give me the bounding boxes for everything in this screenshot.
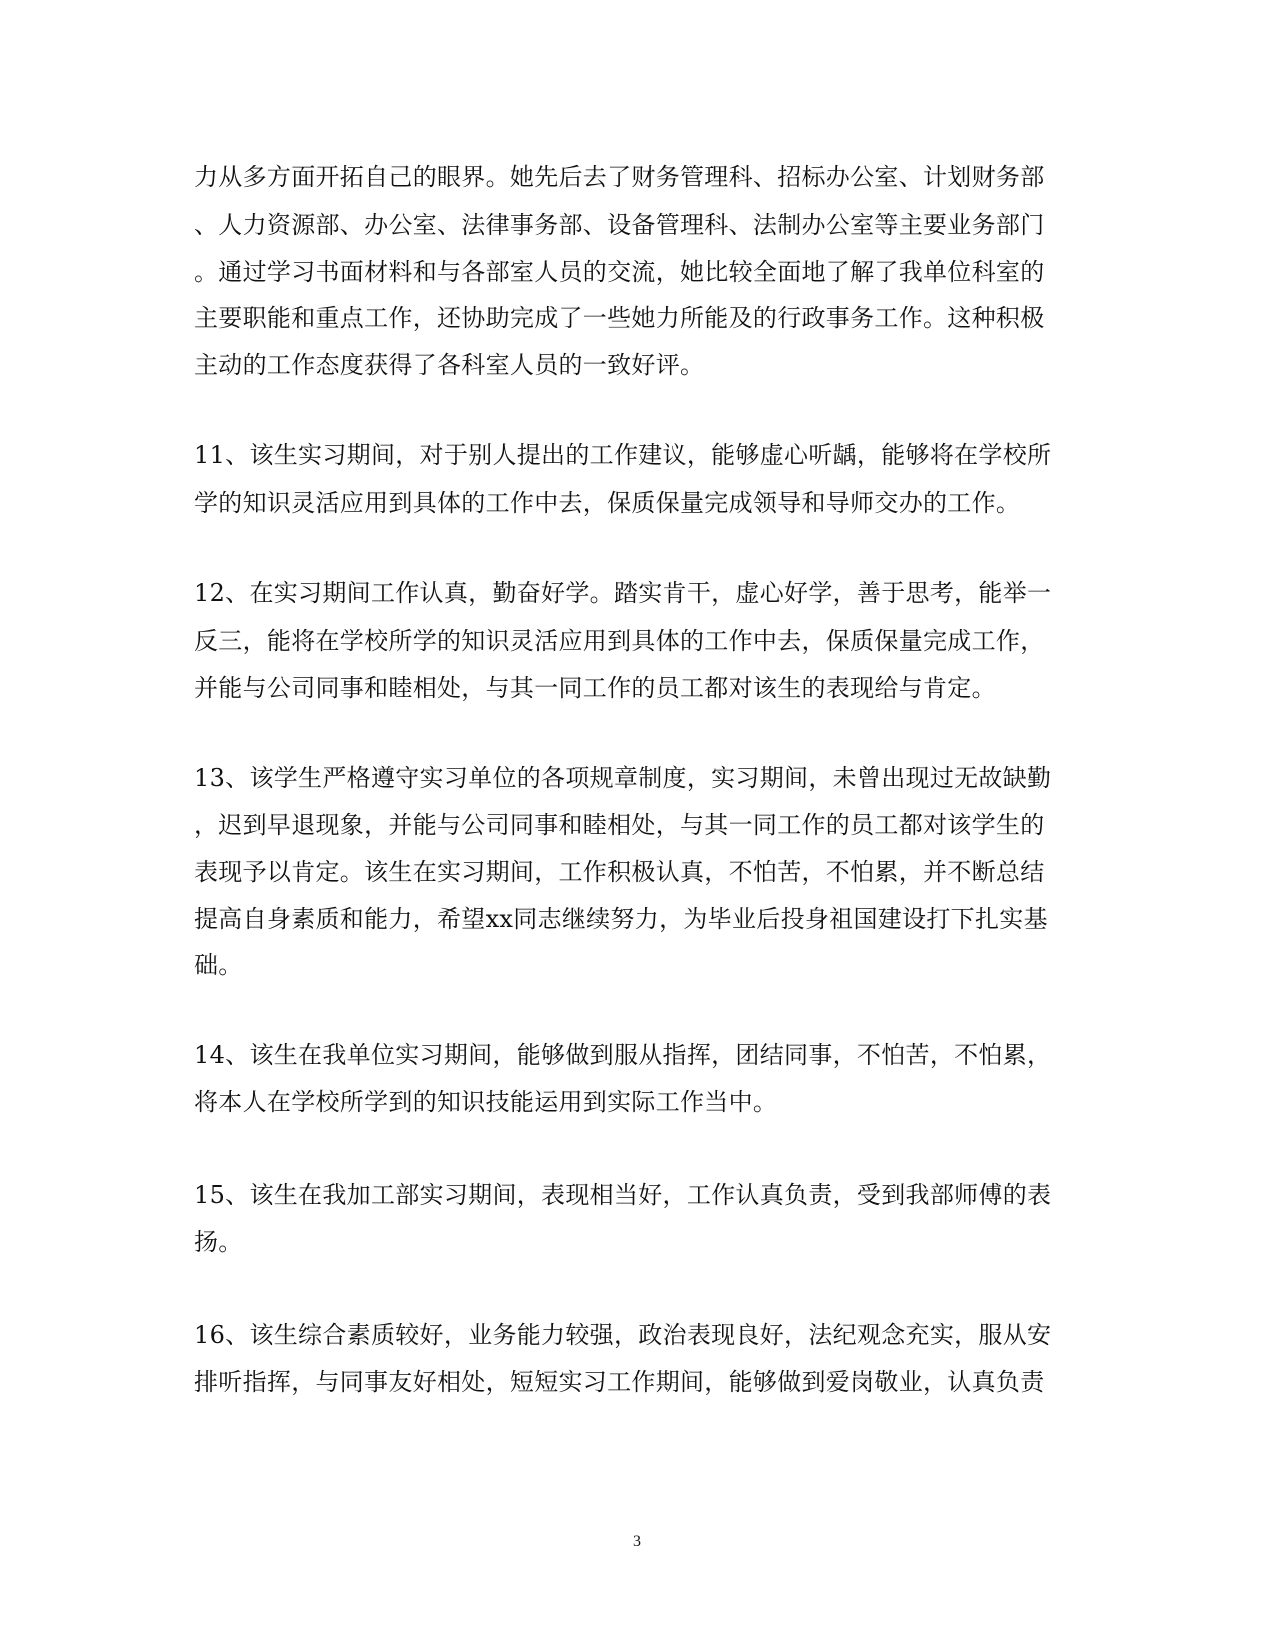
- text-line: 11、该生实习期间，对于别人提出的工作建议，能够虚心听龋，能够将在学校所: [194, 441, 1052, 469]
- text-line: 提高自身素质和能力，希望xx同志继续努力，为毕业后投身祖国建设打下扎实基: [194, 905, 1048, 933]
- text-line: 16、该生综合素质较好，业务能力较强，政治表现良好，法纪观念充实，服从安: [194, 1321, 1052, 1349]
- text-line: 础。: [194, 951, 243, 979]
- text-line: 12、在实习期间工作认真，勤奋好学。踏实肯干，虚心好学，善于思考，能举一: [194, 579, 1052, 607]
- text-line: 主要职能和重点工作，还协助完成了一些她力所能及的行政事务工作。这种积极: [194, 304, 1045, 332]
- text-line: 13、该学生严格遵守实习单位的各项规章制度，实习期间，未曾出现过无故缺勤: [194, 764, 1052, 792]
- text-line: ，迟到早退现象，并能与公司同事和睦相处，与其一同工作的员工都对该学生的: [194, 811, 1045, 839]
- text-line: 学的知识灵活应用到具体的工作中去，保质保量完成领导和导师交办的工作。: [194, 489, 1021, 517]
- text-line: 15、该生在我加工部实习期间，表现相当好，工作认真负责，受到我部师傅的表: [194, 1181, 1052, 1209]
- text-line: 并能与公司同事和睦相处，与其一同工作的员工都对该生的表现给与肯定。: [194, 674, 996, 702]
- text-line: 主动的工作态度获得了各科室人员的一致好评。: [194, 351, 705, 379]
- page-number: 3: [633, 1533, 641, 1550]
- text-line: 表现予以肯定。该生在实习期间，工作积极认真，不怕苦，不怕累，并不断总结: [194, 858, 1045, 886]
- text-line: 力从多方面开拓自己的眼界。她先后去了财务管理科、招标办公室、计划财务部: [194, 163, 1045, 191]
- text-line: 扬。: [194, 1228, 243, 1256]
- text-line: 反三，能将在学校所学的知识灵活应用到具体的工作中去，保质保量完成工作，: [194, 627, 1045, 655]
- text-line: 、人力资源部、办公室、法律事务部、设备管理科、法制办公室等主要业务部门: [194, 211, 1045, 239]
- text-line: 14、该生在我单位实习期间，能够做到服从指挥，团结同事，不怕苦，不怕累，: [194, 1041, 1052, 1069]
- text-line: 。通过学习书面材料和与各部室人员的交流，她比较全面地了解了我单位科室的: [194, 258, 1045, 286]
- text-line: 排听指挥，与同事友好相处，短短实习工作期间，能够做到爱岗敬业，认真负责: [194, 1368, 1045, 1396]
- text-line: 将本人在学校所学到的知识技能运用到实际工作当中。: [194, 1088, 778, 1116]
